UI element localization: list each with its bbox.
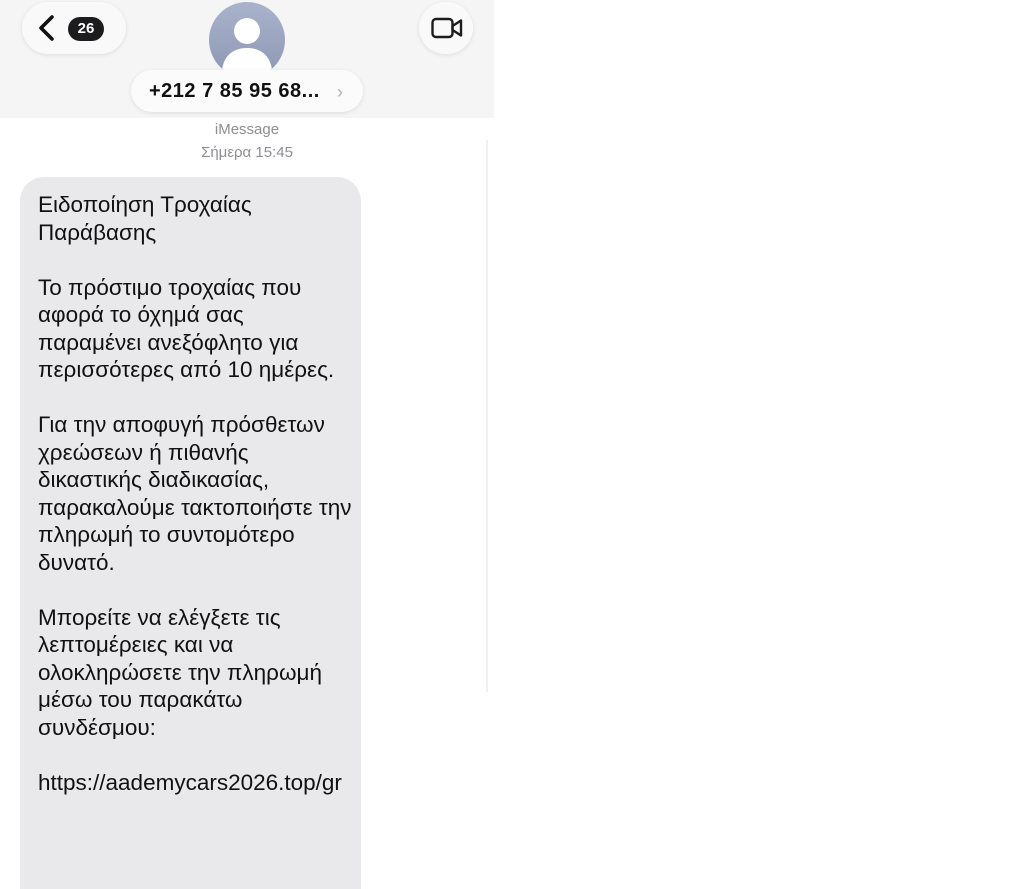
divider	[486, 140, 488, 692]
messages-screen	[0, 0, 494, 889]
video-camera-icon	[431, 16, 463, 40]
contact-name: +212 7 85 95 68...	[149, 80, 320, 102]
message-paragraph: Το πρόστιμο τροχαίας που αφορά το όχημά σας παραμένει ανεξόφλητο για περισσότερες από 10 ημέρες.	[38, 274, 335, 382]
contact-name-button[interactable]	[131, 70, 363, 112]
message-body	[38, 191, 353, 796]
chevron-left-icon	[36, 14, 58, 42]
back-button[interactable]	[22, 2, 126, 54]
message-paragraph: Μπορείτε να ελέγξετε τις λεπτομέρειες και να ολοκληρώσετε την πληρωμή μέσω του παρακάτω συνδέσμου:	[38, 604, 323, 740]
contact-avatar[interactable]	[209, 2, 285, 78]
unread-count-badge: 26	[68, 17, 104, 41]
person-icon	[209, 2, 285, 78]
service-label: iMessage	[214, 121, 280, 138]
message-link[interactable]: https://aademycars2026.top/gr	[38, 769, 342, 795]
message-paragraph: Για την αποφυγή πρόσθετων χρεώσεων ή πιθανής δικαστικής διαδικασίας, παρακαλούμε τακτοποιήστε την πληρωμή το συντομότερο δυνατό.	[38, 412, 352, 575]
message-timestamp: Σήμερα 15:45	[201, 144, 293, 161]
conversation-header	[0, 0, 494, 118]
message-paragraph: Ειδοποίηση Τροχαίας Παράβασης	[38, 192, 252, 245]
facetime-video-button[interactable]	[419, 2, 473, 54]
chevron-right-icon: ›	[337, 82, 343, 102]
incoming-message-bubble[interactable]	[20, 177, 361, 889]
